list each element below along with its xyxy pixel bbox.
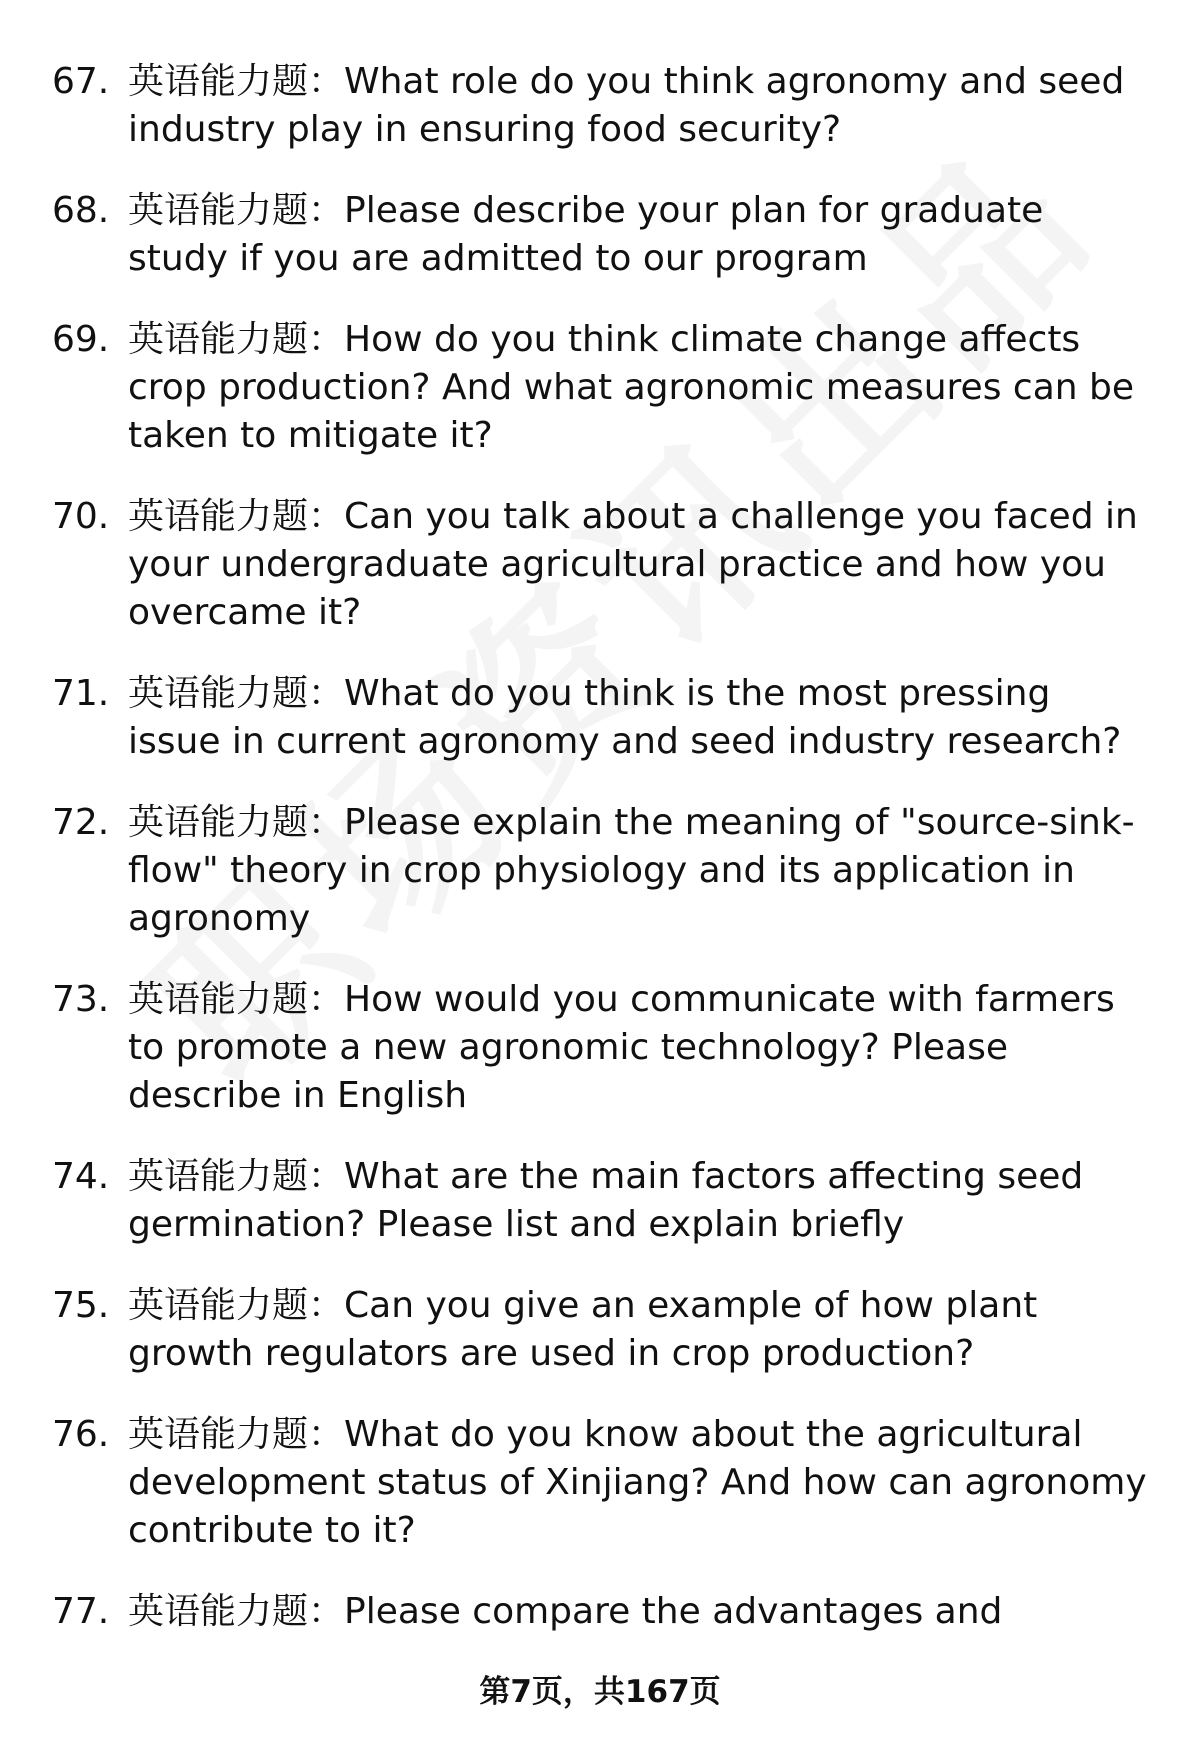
- question-prefix: 英语能力题：: [128, 1285, 345, 1326]
- question-body: [128, 799, 1152, 943]
- question-prefix: 英语能力题：: [128, 1591, 345, 1632]
- question-number: 68.: [52, 190, 110, 231]
- question-number: 70.: [52, 496, 110, 537]
- question-text: What role do you think agronomy and seed industry play in ensuring food security?: [128, 61, 1125, 150]
- question-body: [128, 58, 1152, 154]
- question-prefix: 英语能力题：: [128, 1156, 345, 1197]
- question-text: How do you think climate change affects crop production? And what agronomic measures can be taken to mitigate it?: [128, 319, 1135, 456]
- question-text: Can you talk about a challenge you faced in your undergraduate agricultural practice and how you overcame it?: [128, 496, 1138, 633]
- question-text: Please describe your plan for graduate study if you are admitted to our program: [128, 190, 1044, 279]
- question-item-68: [52, 187, 1152, 283]
- question-item-67: [52, 58, 1152, 154]
- question-prefix: 英语能力题：: [128, 496, 345, 537]
- question-number: 77.: [52, 1591, 110, 1632]
- question-text: What do you know about the agricultural development status of Xinjiang? And how can agronomy contribute to it?: [128, 1414, 1147, 1551]
- question-number: 74.: [52, 1156, 110, 1197]
- question-item-72: [52, 799, 1152, 943]
- question-body: [128, 493, 1152, 637]
- question-number: 75.: [52, 1285, 110, 1326]
- question-body: [128, 1588, 1152, 1636]
- question-item-75: [52, 1282, 1152, 1378]
- question-item-70: [52, 493, 1152, 637]
- question-body: [128, 976, 1152, 1120]
- question-text: Please compare the advantages and: [344, 1591, 1003, 1632]
- question-body: [128, 316, 1152, 460]
- question-prefix: 英语能力题：: [128, 979, 345, 1020]
- question-body: [128, 187, 1152, 283]
- question-number: 76.: [52, 1414, 110, 1455]
- question-body: [128, 1153, 1152, 1249]
- question-item-73: [52, 976, 1152, 1120]
- question-text: What are the main factors affecting seed germination? Please list and explain briefly: [128, 1156, 1084, 1245]
- question-number: 73.: [52, 979, 110, 1020]
- question-item-69: [52, 316, 1152, 460]
- page-footer: 第7页，共167页: [479, 1674, 721, 1710]
- question-item-74: [52, 1153, 1152, 1249]
- question-number: 69.: [52, 319, 110, 360]
- question-body: [128, 670, 1152, 766]
- question-text: Please explain the meaning of "source-sink-flow" theory in crop physiology and its application in agronomy: [128, 802, 1135, 939]
- question-item-71: [52, 670, 1152, 766]
- question-list: [52, 58, 1152, 1669]
- question-item-77: [52, 1588, 1152, 1636]
- question-text: What do you think is the most pressing issue in current agronomy and seed industry research?: [128, 673, 1122, 762]
- question-prefix: 英语能力题：: [128, 319, 345, 360]
- question-text: Can you give an example of how plant growth regulators are used in crop production?: [128, 1285, 1038, 1374]
- question-prefix: 英语能力题：: [128, 802, 345, 843]
- question-body: [128, 1282, 1152, 1378]
- question-prefix: 英语能力题：: [128, 673, 345, 714]
- question-prefix: 英语能力题：: [128, 190, 345, 231]
- question-number: 71.: [52, 673, 110, 714]
- question-item-76: [52, 1411, 1152, 1555]
- question-text: How would you communicate with farmers to promote a new agronomic technology? Please describe in English: [128, 979, 1115, 1116]
- question-body: [128, 1411, 1152, 1555]
- question-prefix: 英语能力题：: [128, 1414, 345, 1455]
- question-prefix: 英语能力题：: [128, 61, 345, 102]
- question-number: 67.: [52, 61, 110, 102]
- question-number: 72.: [52, 802, 110, 843]
